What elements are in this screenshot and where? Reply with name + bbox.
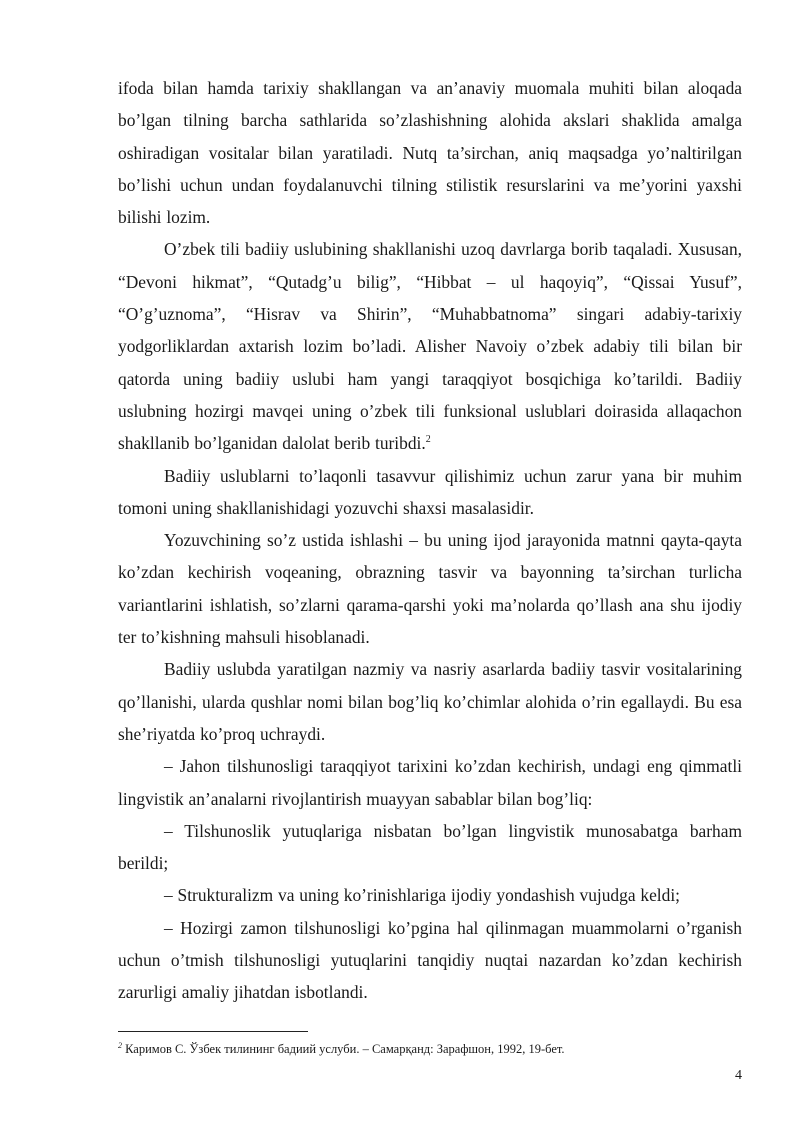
paragraph-2 [118,233,742,459]
paragraph-1: ifoda bilan hamda tarixiy shakllangan va an’anaviy muomala muhiti bilan aloqada bo’lgan tilning barcha sathlarida so’zlashishning alohida akslari shaklida amalga oshiradigan vositalar bilan yaratiladi. Nutq ta’sirchan, aniq maqsadga yo’naltirilgan bo’lishi uchun undan foydalanuvchi tilning stilistik resurslarini va me’yorini yaxshi bilishi lozim. [118,78,742,228]
footnote [118,1040,742,1058]
list-item-3: – Strukturalizm va uning ko’rinishlariga ijodiy yondashish vujudga keldi; [164,885,680,906]
list-item-4: – Hozirgi zamon tilshunosligi ko’pgina hal qilinmagan muammolarni o’rganish uchun o’tmish tilshunosligi yutuqlarini tanqidiy nuqtai nazardan ko’zdan kechirish zarurligi amaliy jihatdan isbotlandi. [118,917,742,1003]
list-item-2: – Tilshunoslik yutuqlariga nisbatan bo’lgan lingvistik munosabatga barham berildi; [118,820,742,874]
page-number: 4 [735,1068,742,1083]
footnote-text: Каримов С. Ўзбек тилининг бадиий услуби. – Самарқанд: Зарафшон, 1992, 19-бет. [125,1042,565,1056]
paragraph-4: Yozuvchining so’z ustida ishlashi – bu uning ijod jarayonida matnni qayta-qayta ko’zdan kechirish voqeaning, obrazning tasvir va bayonning ta’sirchan turlicha variantlarini ishlatish, so’zlarni qarama-qarshi yoki ma’nolarda qo’llash ana shu ijodiy ter to’kishning mahsuli hisoblanadi. [118,530,742,648]
body-text [118,72,742,1009]
list-item-1: – Jahon tilshunosligi taraqqiyot tarixini ko’zdan kechirish, undagi eng qimmatli lingvistik an’analarni rivojlantirish muayyan sabablar bilan bog’liq: [118,756,742,809]
footnote-separator [118,1031,308,1032]
footnote-reference[interactable]: 2 [425,434,431,446]
paragraph-5: Badiiy uslubda yaratilgan nazmiy va nasriy asarlarda badiiy tasvir vositalarining qo’llanishi, ularda qushlar nomi bilan bog’liq ko’chimlar alohida o’rin egallaydi. Bu esa she’riyatda ko’proq uchraydi. [118,659,742,744]
paragraph-2-text: O’zbek tili badiiy uslubining shakllanishi uzoq davrlarga borib taqaladi. Xususan, “Devoni hikmat”, “Qutadg’u bilig”, “Hibbat – ul haqoyiq”, “Qissai Yusuf”, “O’g’uznoma”, “Hisrav va Shirin”, “Muhabbatnoma” singari adabiy-tarixiy yodgorliklardan axtarish lozim bo’ladi. Alisher Navoiy o’zbek adabiy tili bilan bir qatorda uning badiiy uslubi ham yangi taraqqiyot bosqichiga ko’tarildi. Badiiy uslubning hozirgi mavqei uning o’zbek tili funksional uslublari doirasida allaqachon shakllanib bo’lganidan dalolat berib turibdi. [118,239,742,454]
paragraph-3: Badiiy uslublarni to’laqonli tasavvur qilishimiz uchun zarur yana bir muhim tomoni uning shakllanishidagi yozuvchi shaxsi masalasidir. [118,465,742,518]
footnote-marker: 2 [118,1040,122,1050]
